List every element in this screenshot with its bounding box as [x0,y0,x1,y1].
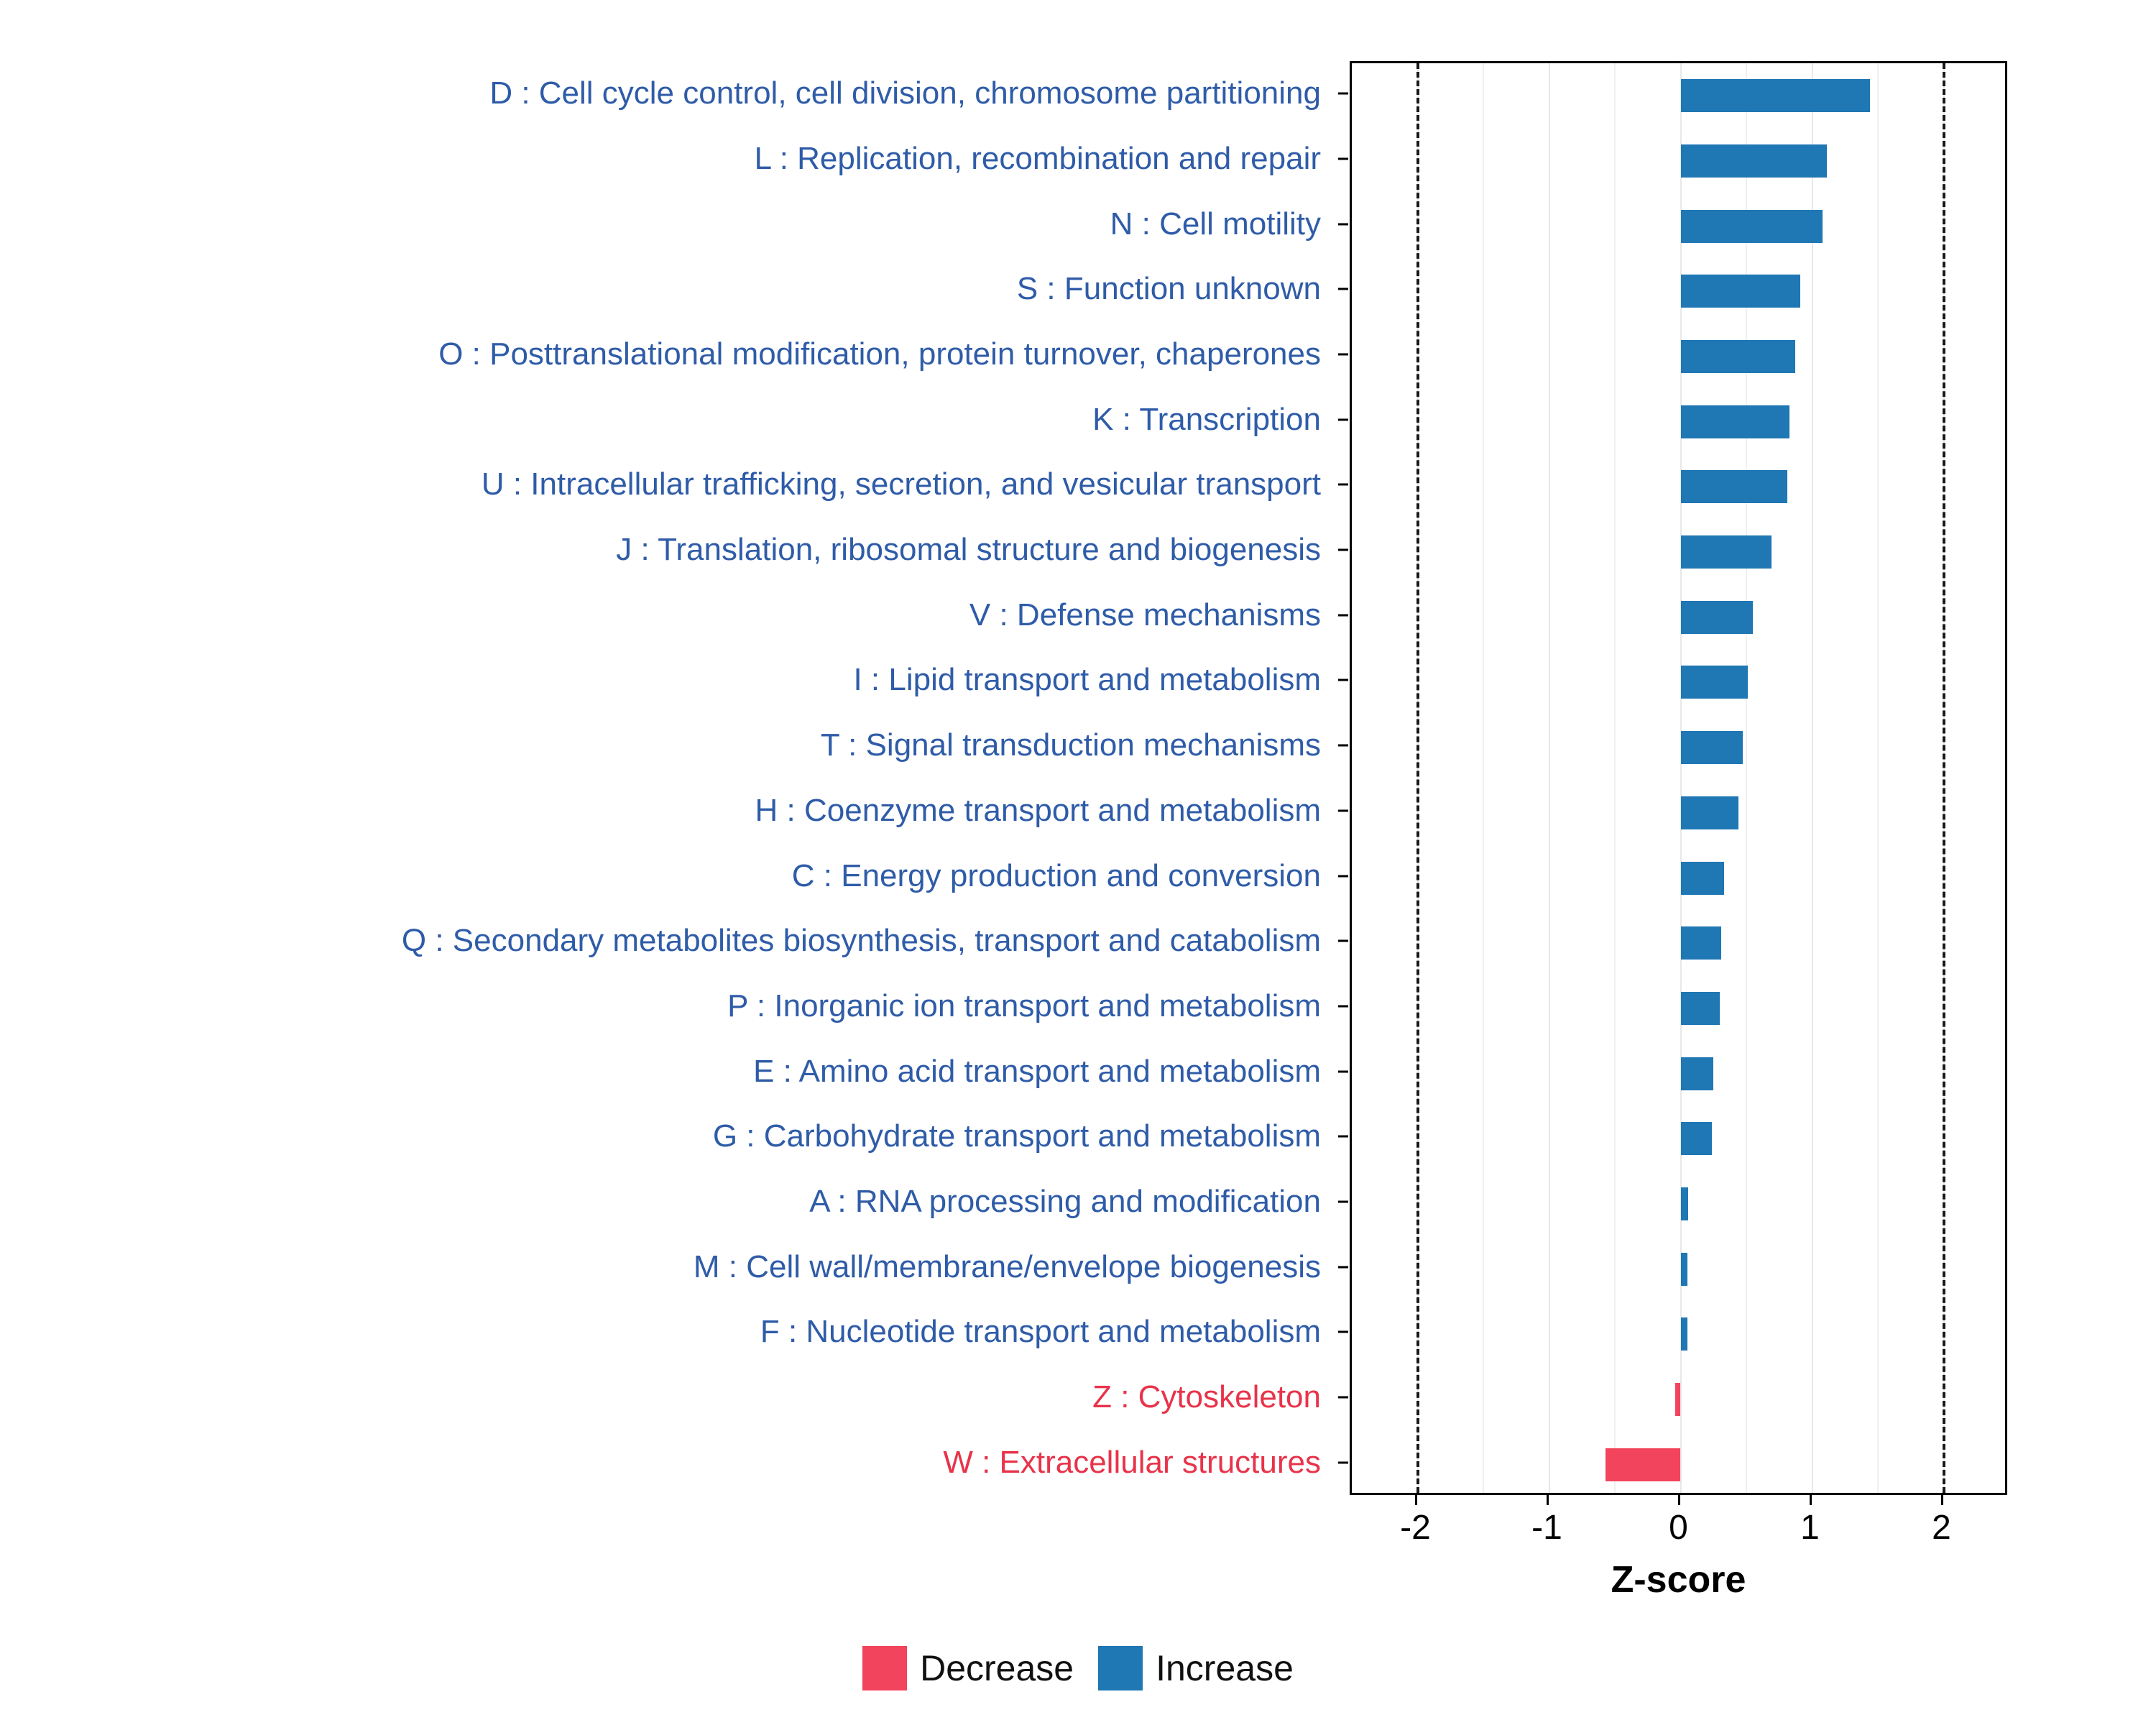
x-axis-tick-label: -2 [1400,1509,1431,1547]
bar [1681,666,1748,699]
category-label: Q : Secondary metabolites biosynthesis, transport and catabolism [401,923,1321,959]
bar [1681,926,1722,960]
category-label: L : Replication, recombination and repair [754,141,1321,177]
y-axis-tick [1338,1396,1348,1398]
legend [0,1646,2156,1690]
x-axis-tick-label: 0 [1669,1509,1688,1547]
bar [1681,144,1827,178]
y-axis-tick [1338,1200,1348,1202]
bar [1681,601,1754,634]
legend-item [862,1646,1074,1690]
category-label: V : Defense mechanisms [969,597,1321,632]
bar [1681,79,1871,112]
x-axis-tick [1810,1495,1812,1505]
y-axis-tick [1338,1005,1348,1007]
bar [1681,405,1790,438]
threshold-line [1943,63,1945,1493]
y-axis-tick [1338,223,1348,225]
category-axis-labels [0,61,1321,1495]
category-label: J : Translation, ribosomal structure and biogenesis [616,532,1321,568]
y-axis-tick [1338,549,1348,551]
bar [1681,731,1743,764]
category-label: W : Extracellular structures [943,1444,1321,1480]
y-axis-tick [1338,418,1348,420]
bar [1681,1122,1713,1155]
bar [1681,992,1720,1025]
x-axis-tick [1678,1495,1680,1505]
x-axis-title: Z-score [1611,1559,1746,1601]
y-axis-tick [1338,158,1348,160]
y-axis-tick [1338,745,1348,747]
bar [1681,210,1823,243]
y-axis-tick [1338,1461,1348,1463]
category-label: K : Transcription [1092,401,1321,437]
bar [1681,862,1724,895]
bar [1681,340,1795,373]
category-label: H : Coenzyme transport and metabolism [755,792,1321,828]
x-axis-tick [1941,1495,1943,1505]
y-axis-tick [1338,288,1348,290]
y-axis-tick [1338,614,1348,616]
bar [1681,1187,1689,1220]
gridline [1549,63,1550,1493]
bar [1681,470,1787,503]
bar [1606,1448,1680,1481]
bar [1681,535,1772,569]
category-label: S : Function unknown [1016,271,1321,307]
legend-swatch [862,1646,907,1690]
category-label: D : Cell cycle control, cell division, chromosome partitioning [489,75,1321,111]
minor-gridline [1483,63,1484,1493]
y-axis-tick [1338,1266,1348,1268]
legend-item [1098,1646,1294,1690]
plot-area [1350,61,2007,1495]
y-axis-tick [1338,1070,1348,1072]
category-label: U : Intracellular trafficking, secretion, and vesicular transport [481,466,1321,502]
x-axis-tick-label: 2 [1932,1509,1951,1547]
x-axis-tick-label: -1 [1531,1509,1562,1547]
category-label: O : Posttranslational modification, protein turnover, chaperones [438,336,1321,372]
bar [1681,796,1739,829]
y-axis-tick [1338,809,1348,811]
bar [1681,1253,1687,1286]
category-label: Z : Cytoskeleton [1092,1379,1321,1414]
category-label: N : Cell motility [1110,206,1321,242]
y-axis-tick [1338,1136,1348,1138]
category-label: A : RNA processing and modification [809,1183,1321,1219]
bar [1681,1317,1687,1351]
category-label: E : Amino acid transport and metabolism [753,1053,1321,1089]
legend-swatch [1098,1646,1143,1690]
y-axis-tick [1338,940,1348,942]
x-axis-tick [1415,1495,1417,1505]
legend-label: Decrease [920,1648,1074,1688]
bar [1675,1383,1680,1416]
category-label: I : Lipid transport and metabolism [853,662,1321,698]
category-label: T : Signal transduction mechanisms [820,727,1321,763]
minor-gridline [1351,63,1353,1493]
category-label: F : Nucleotide transport and metabolism [760,1314,1321,1350]
minor-gridline [1877,63,1879,1493]
y-axis-tick [1338,875,1348,877]
bar [1681,275,1801,308]
y-axis-tick [1338,93,1348,95]
y-axis-tick [1338,679,1348,681]
category-label: C : Energy production and conversion [791,857,1321,893]
threshold-line [1416,63,1419,1493]
y-axis-tick [1338,484,1348,486]
legend-label: Increase [1156,1648,1294,1688]
x-axis-tick [1547,1495,1549,1505]
category-label: M : Cell wall/membrane/envelope biogenesis [693,1248,1321,1284]
gridline [1812,63,1813,1493]
category-label: G : Carbohydrate transport and metabolism [712,1118,1321,1154]
minor-gridline [1614,63,1616,1493]
x-axis-tick-label: 1 [1800,1509,1820,1547]
y-axis-tick [1338,354,1348,356]
y-axis-tick [1338,1331,1348,1333]
bar [1681,1057,1714,1090]
category-label: P : Inorganic ion transport and metabolism [727,988,1321,1024]
